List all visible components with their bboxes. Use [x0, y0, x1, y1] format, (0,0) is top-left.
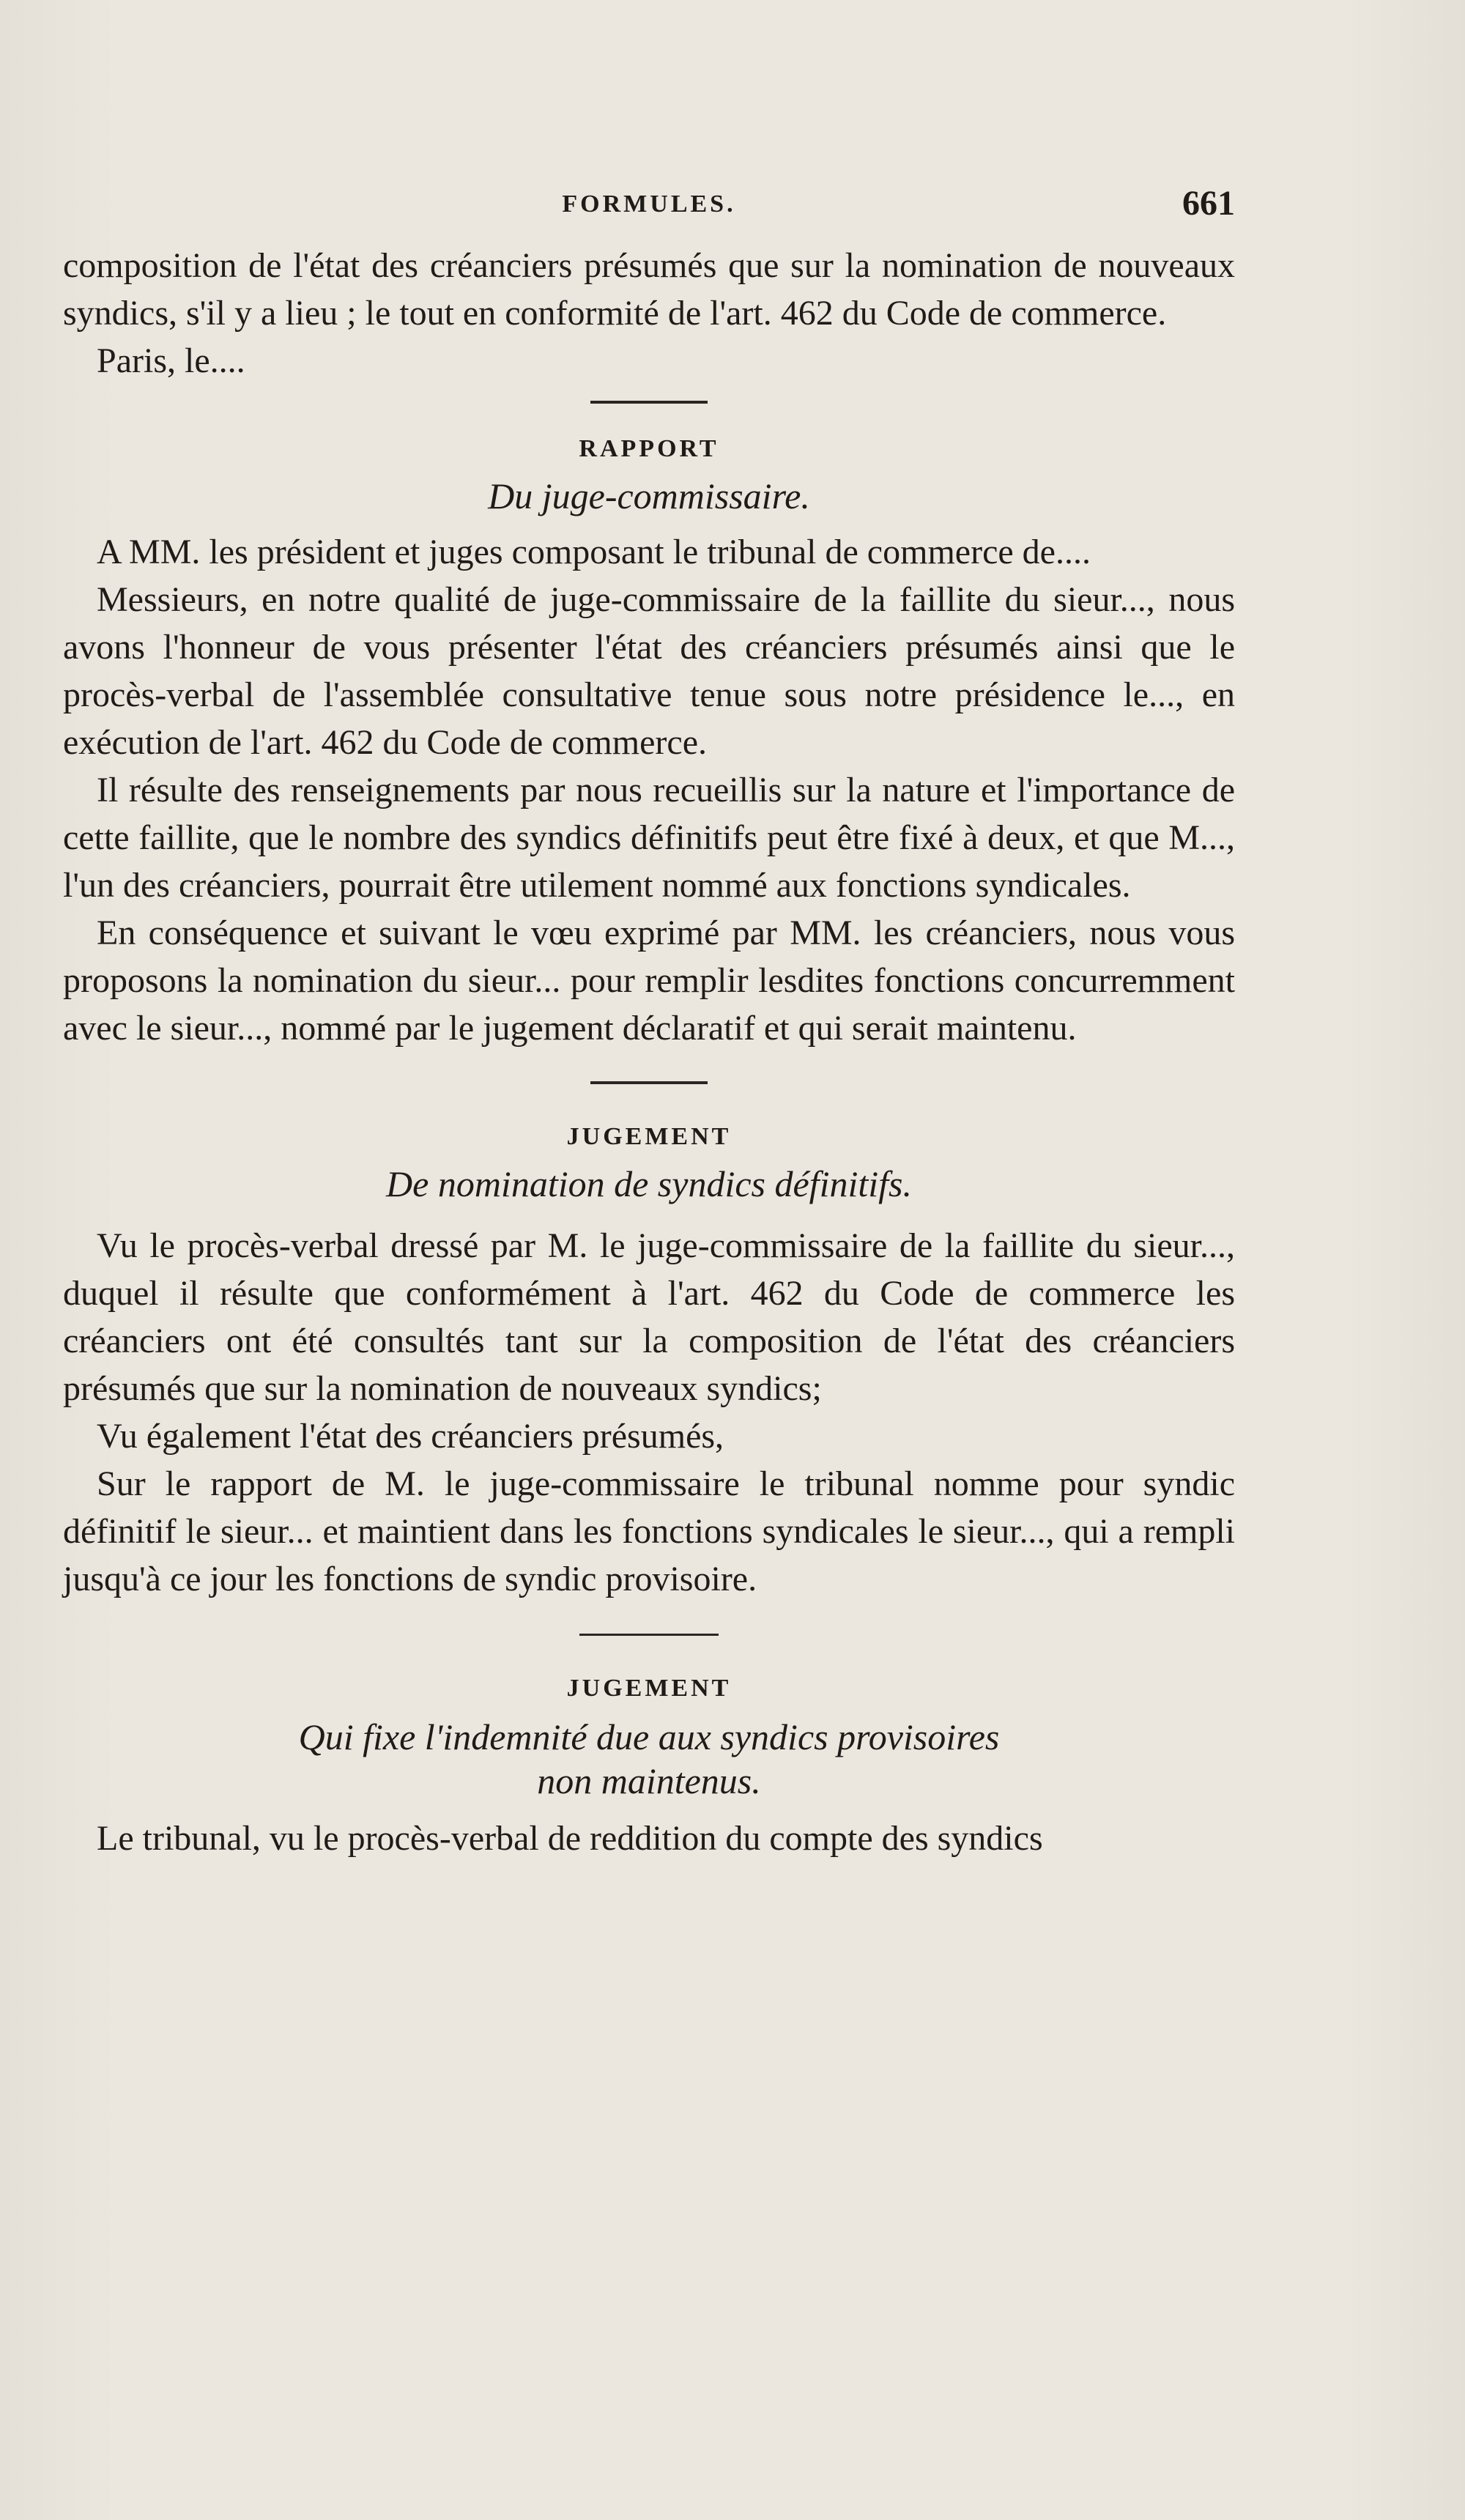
page-number: 661 — [1182, 184, 1235, 223]
rapport-paragraph: Messieurs, en notre qualité de juge-commissaire de la faillite du sieur..., nous avons l'honneur de vous présenter l'état des créanciers présumés ainsi que le procès-verbal de l'assemblée consultative tenue sous notre présidence le..., en exécution de l'art. 462 du Code de commerce. — [63, 580, 1235, 762]
page-header — [63, 183, 1235, 227]
running-head: FORMULES. — [562, 190, 736, 218]
section-subtitle-jugement-indemnite: Qui fixe l'indemnité due aux syndics provisoires — [298, 1716, 1000, 1757]
jugement-paragraph: Sur le rapport de M. le juge-commissaire le tribunal nomme pour syndic définitif le sieur... et maintient dans les fonctions syndicales le sieur..., qui a rempli jusqu'à ce jour les fonctions de syndic provisoire. — [63, 1464, 1235, 1598]
place-date: Paris, le.... — [97, 341, 245, 380]
section-subtitle-jugement-nomination: De nomination de syndics définitifs. — [386, 1163, 912, 1204]
page-body — [63, 242, 1235, 1862]
jugement-paragraph: Vu le procès-verbal dressé par M. le juge-commissaire de la faillite du sieur..., duquel il résulte que conformément à l'art. 462 du Code de commerce les créanciers ont été consultés tant sur la composition de l'état des créanciers présumés que sur la nomination de nouveaux syndics; — [63, 1226, 1235, 1408]
jugement-paragraph: Vu également l'état des créanciers présumés, — [97, 1417, 724, 1456]
section-divider — [590, 401, 708, 404]
jugement-indemnite-paragraph: Le tribunal, vu le procès-verbal de reddition du compte des syndics — [97, 1819, 1043, 1858]
section-divider — [590, 1081, 708, 1084]
section-heading-jugement-nomination: JUGEMENT — [566, 1123, 732, 1150]
rapport-paragraph: A MM. les président et juges composant le tribunal de commerce de.... — [97, 533, 1091, 571]
rapport-paragraph: Il résulte des renseignements par nous recueillis sur la nature et l'importance de cette faillite, que le nombre des syndics définitifs peut être fixé à deux, et que M..., l'un des créanciers, pourrait être utilement nommé aux fonctions syndicales. — [63, 771, 1235, 905]
rapport-paragraph: En conséquence et suivant le vœu exprimé par MM. les créanciers, nous vous proposons la nomination du sieur... pour remplir lesdites fonctions concurremment avec le sieur..., nommé par le jugement déclaratif et qui serait maintenu. — [63, 914, 1235, 1048]
section-divider — [579, 1634, 719, 1636]
section-subtitle-jugement-indemnite-continued: non maintenus. — [537, 1760, 761, 1801]
section-heading-jugement-indemnite: JUGEMENT — [566, 1675, 732, 1702]
section-heading-rapport: RAPPORT — [579, 435, 719, 462]
section-subtitle-rapport: Du juge-commissaire. — [488, 475, 810, 516]
intro-paragraph: composition de l'état des créanciers présumés que sur la nomination de nouveaux syndics, s'il y a lieu ; le tout en conformité de l'art. 462 du Code de commerce. — [63, 246, 1235, 333]
